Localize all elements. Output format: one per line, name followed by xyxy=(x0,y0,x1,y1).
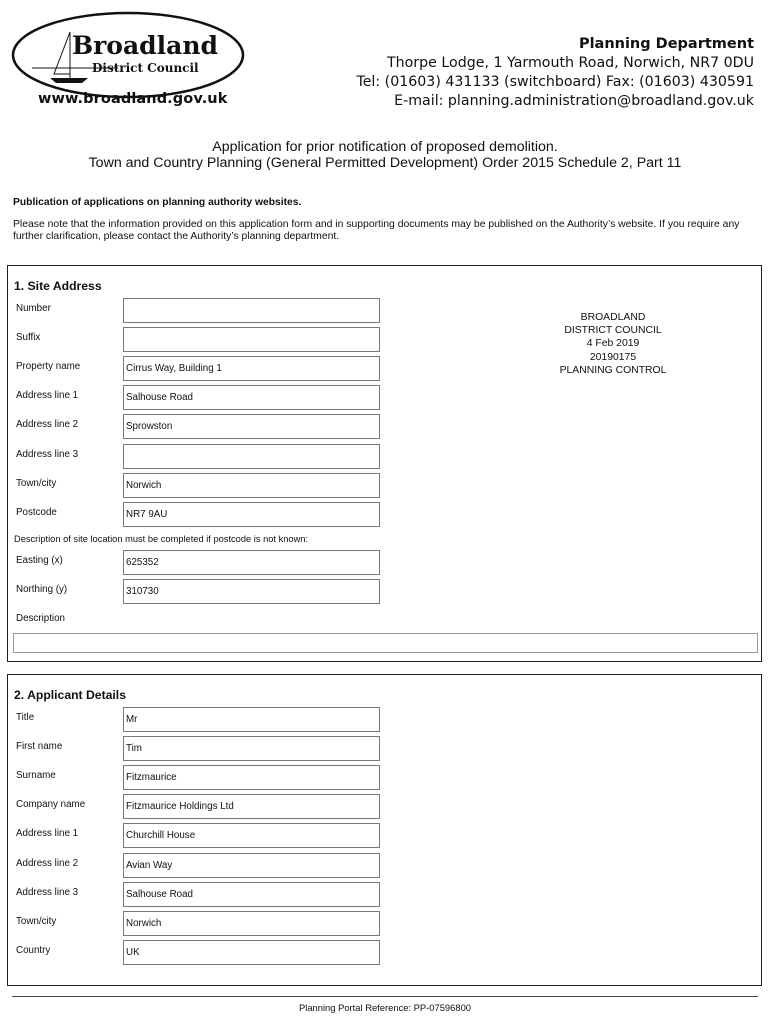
field-label: Description xyxy=(16,613,66,624)
section-title: 1. Site Address xyxy=(14,279,102,293)
applicant-address-line-2-field[interactable]: Avian Way xyxy=(123,853,380,878)
field-label: Northing (y) xyxy=(16,584,68,595)
property-name-field[interactable]: Cirrus Way, Building 1 xyxy=(123,356,380,381)
received-stamp xyxy=(530,311,696,377)
easting-field[interactable]: 625352 xyxy=(123,550,380,575)
stamp-line: 4 Feb 2019 xyxy=(586,338,640,350)
field-label: Postcode xyxy=(16,507,57,518)
surname-field[interactable]: Fitzmaurice xyxy=(123,765,380,790)
description-field[interactable] xyxy=(13,633,758,653)
website-url: www.broadland.gov.uk xyxy=(38,91,228,107)
applicant-address-line-3-field[interactable]: Salhouse Road xyxy=(123,882,380,907)
first-name-field[interactable]: Tim xyxy=(123,736,380,761)
field-label: Surname xyxy=(16,770,56,781)
location-note: Description of site location must be completed if postcode is not known: xyxy=(14,534,309,544)
section-title: 2. Applicant Details xyxy=(14,688,126,702)
contact-block xyxy=(356,35,754,111)
northing-field[interactable]: 310730 xyxy=(123,579,380,604)
applicant-address-line-1-field[interactable]: Churchill House xyxy=(123,823,380,848)
logo-sub: District Council xyxy=(92,61,199,75)
form-title: Application for prior notification of proposed demolition. xyxy=(212,139,558,155)
portal-reference: Planning Portal Reference: PP-07596800 xyxy=(299,1002,471,1013)
field-label: Suffix xyxy=(16,332,41,343)
applicant-town-city-field[interactable]: Norwich xyxy=(123,911,380,936)
stamp-line: BROADLAND xyxy=(580,312,646,323)
department-email: E-mail: planning.administration@broadland.gov.uk xyxy=(394,93,754,109)
suffix-field[interactable] xyxy=(123,327,380,352)
stamp-line: DISTRICT COUNCIL xyxy=(564,325,662,337)
town-city-field[interactable]: Norwich xyxy=(123,473,380,498)
field-label: Company name xyxy=(16,799,86,810)
number-field[interactable] xyxy=(123,298,380,323)
field-label: Address line 1 xyxy=(16,390,79,401)
publication-heading: Publication of applications on planning authority websites. xyxy=(13,197,302,208)
department-phone: Tel: (01603) 431133 (switchboard) Fax: (01603) 430591 xyxy=(356,74,754,90)
field-label: Town/city xyxy=(16,916,57,927)
department-address: Thorpe Lodge, 1 Yarmouth Road, Norwich, NR7 0DU xyxy=(386,55,754,71)
stamp-line: 20190175 xyxy=(589,351,637,363)
address-line-3-field[interactable] xyxy=(123,444,380,469)
field-label: Address line 2 xyxy=(16,419,79,430)
title-field[interactable]: Mr xyxy=(123,707,380,732)
field-label: Number xyxy=(16,303,51,314)
field-label: Address line 1 xyxy=(16,828,79,839)
field-label: Title xyxy=(16,712,35,723)
field-label: Property name xyxy=(16,361,81,372)
field-label: Easting (x) xyxy=(16,555,63,566)
logo-name: Broadland xyxy=(72,31,219,60)
department-name: Planning Department xyxy=(578,36,754,52)
field-label: First name xyxy=(16,741,63,752)
field-label: Address line 3 xyxy=(16,887,79,898)
company-name-field[interactable]: Fitzmaurice Holdings Ltd xyxy=(123,794,380,819)
field-label: Town/city xyxy=(16,478,57,489)
publication-text: Please note that the information provided on this application form and in supporting documents may be published on the Authority’s website. If you require any further clarification, please contact the Authority’s planning department. xyxy=(13,219,740,242)
stamp-line: PLANNING CONTROL xyxy=(559,364,667,376)
applicant-section xyxy=(7,674,762,986)
country-field[interactable]: UK xyxy=(123,940,380,965)
field-label: Address line 2 xyxy=(16,858,79,869)
field-label: Country xyxy=(16,945,51,956)
postcode-field[interactable]: NR7 9AU xyxy=(123,502,380,527)
broadland-logo xyxy=(10,10,246,100)
footer-divider xyxy=(12,996,758,997)
field-label: Address line 3 xyxy=(16,449,79,460)
address-line-2-field[interactable]: Sprowston xyxy=(123,414,380,439)
form-subtitle: Town and Country Planning (General Permitted Development) Order 2015 Schedule 2, Part 11 xyxy=(88,155,682,171)
address-line-1-field[interactable]: Salhouse Road xyxy=(123,385,380,410)
